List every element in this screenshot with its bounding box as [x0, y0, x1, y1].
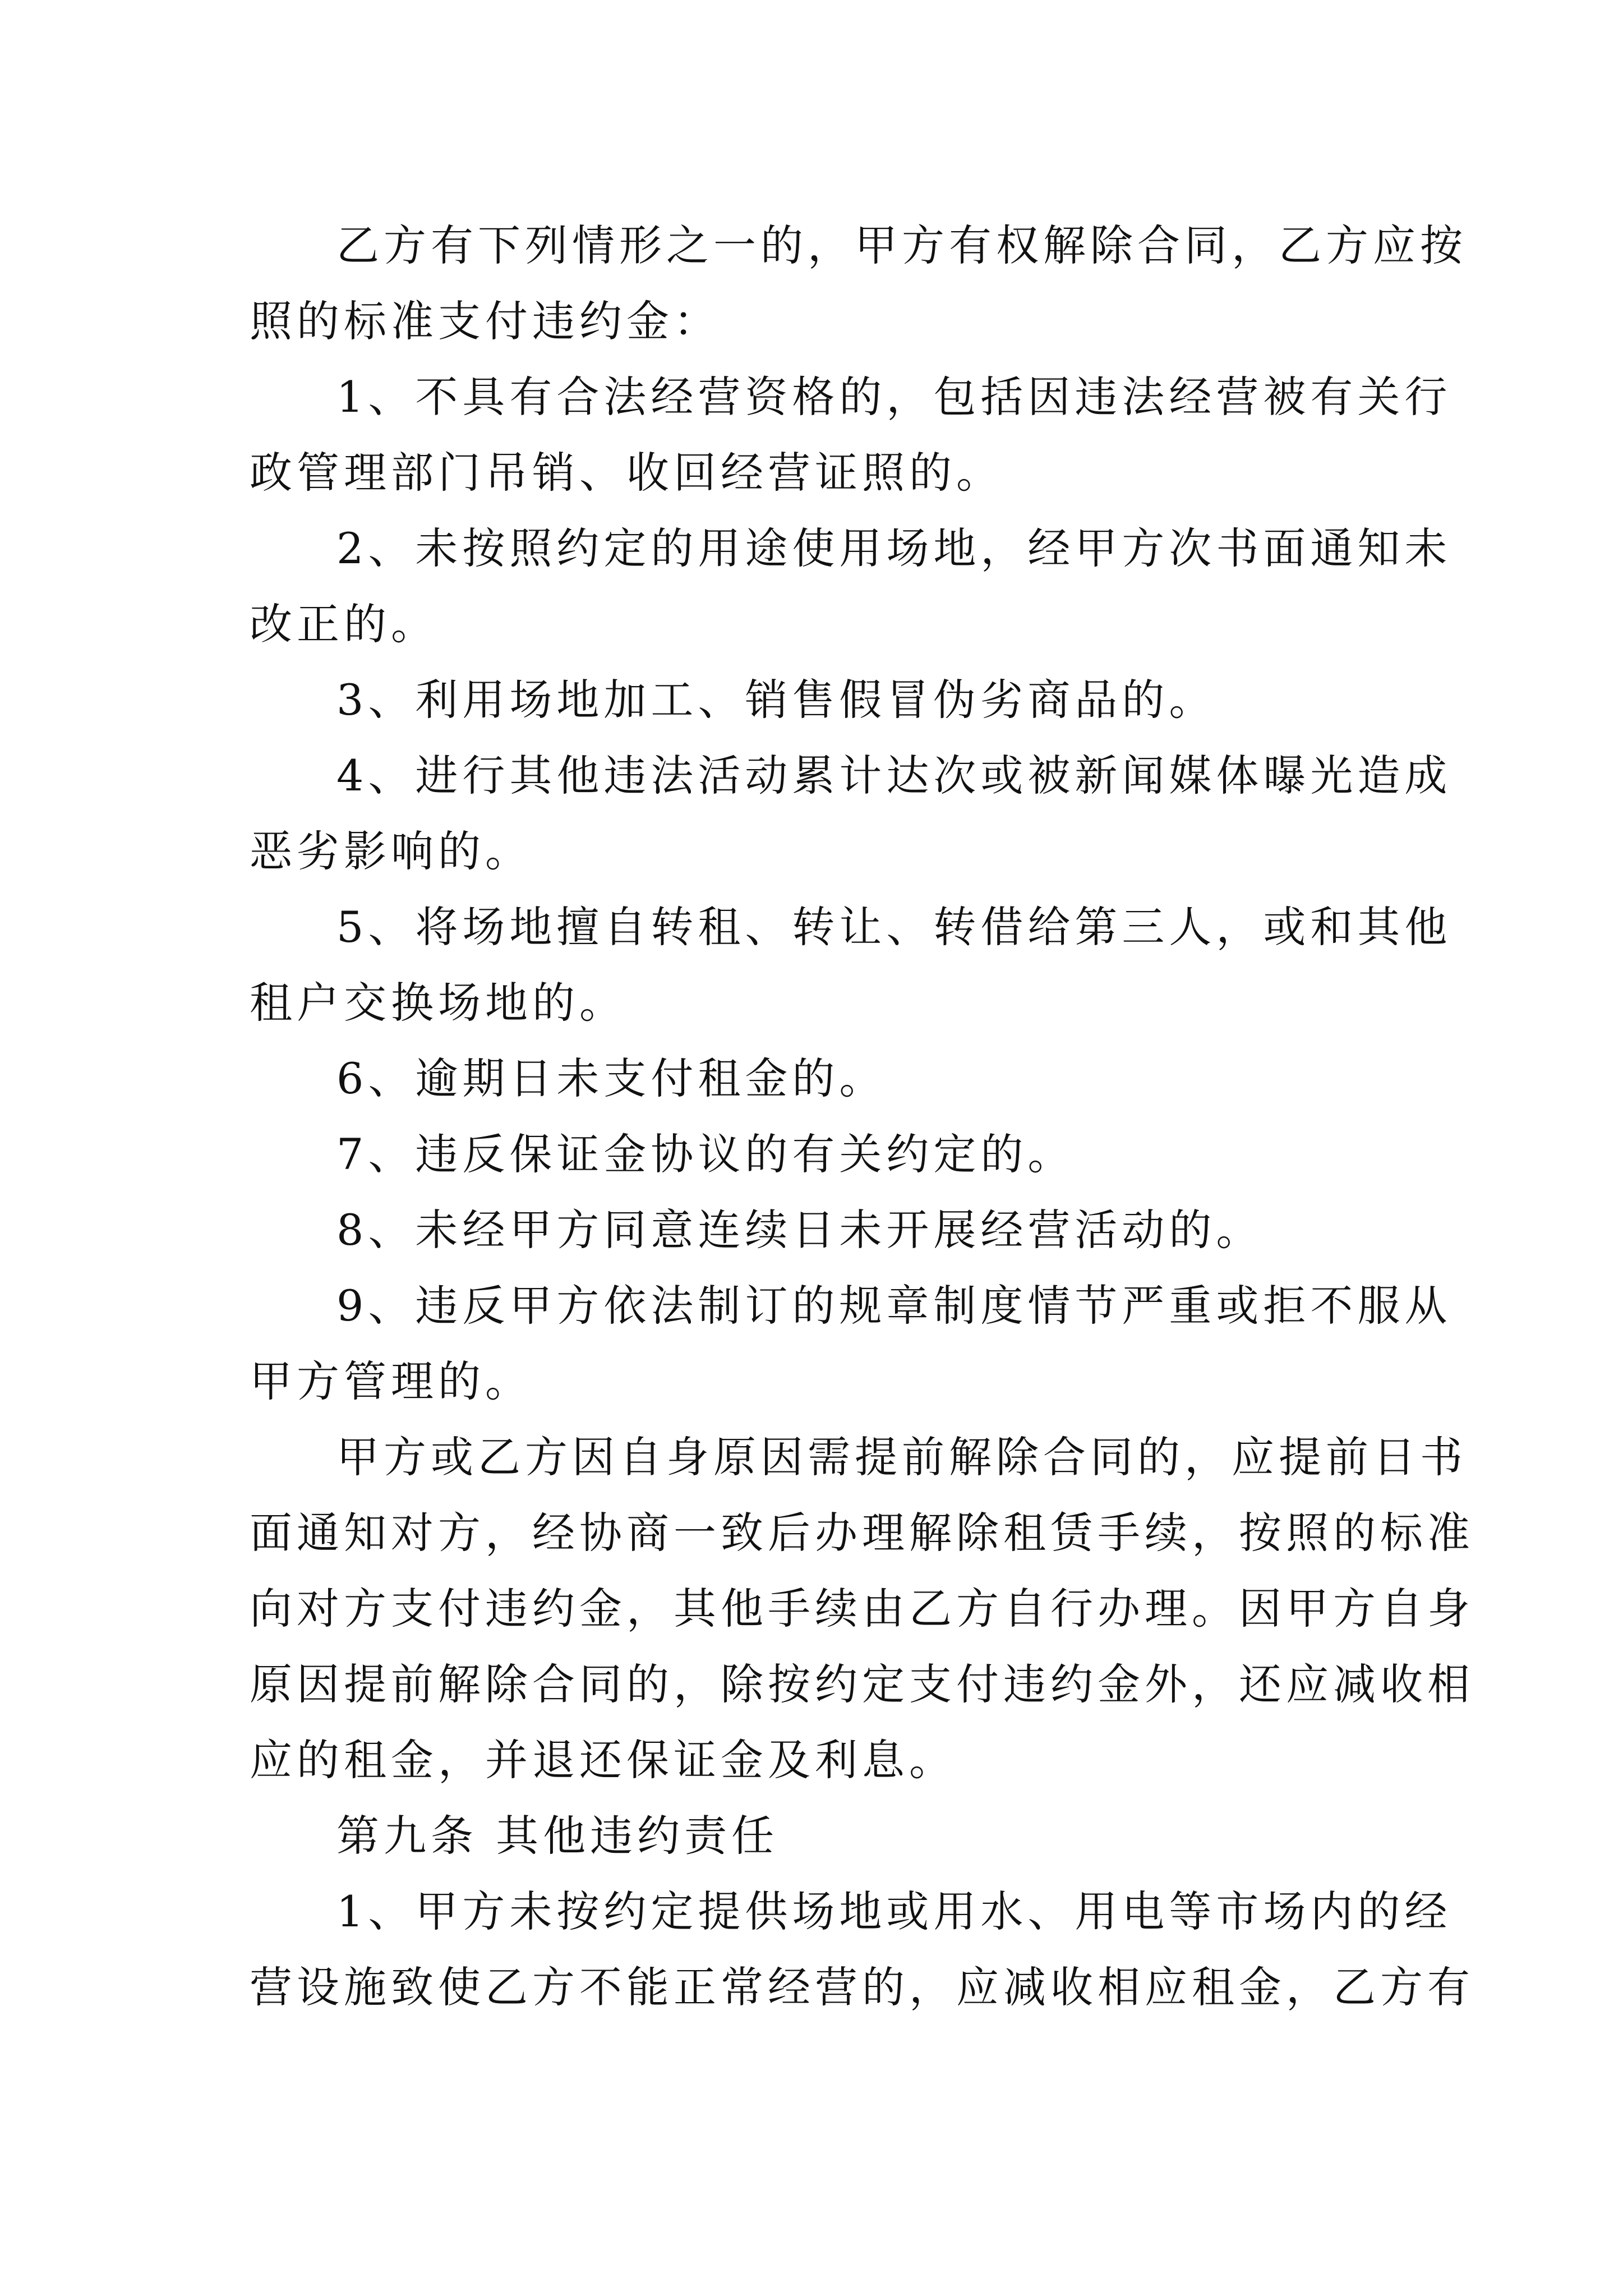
paragraph-line: 改正的。: [250, 599, 438, 649]
article-heading: 第九条 其他违约责任: [336, 1811, 779, 1861]
paragraph-line: 甲方管理的。: [250, 1356, 532, 1406]
paragraph-line: 3、利用场地加工、销售假冒伪劣商品的。: [336, 675, 1216, 725]
paragraph-line: 向对方支付违约金，其他手续由乙方自行办理。因甲方自身: [250, 1584, 1474, 1634]
paragraph-line: 原因提前解除合同的，除按约定支付违约金外，还应减收相: [250, 1659, 1474, 1709]
paragraph-line: 9、违反甲方依法制订的规章制度情节严重或拒不服从: [336, 1281, 1452, 1331]
paragraph-line: 5、将场地擅自转租、转让、转借给第三人，或和其他: [336, 902, 1452, 952]
paragraph-line: 政管理部门吊销、收回经营证照的。: [250, 448, 1003, 498]
paragraph-line: 照的标准支付违约金：: [250, 296, 721, 346]
paragraph-line: 乙方有下列情形之一的，甲方有权解除合同，乙方应按: [336, 220, 1467, 270]
paragraph-line: 1、不具有合法经营资格的，包括因违法经营被有关行: [336, 372, 1452, 422]
paragraph-line: 1、甲方未按约定提供场地或用水、用电等市场内的经: [336, 1887, 1452, 1936]
paragraph-line: 8、未经甲方同意连续日未开展经营活动的。: [336, 1205, 1264, 1255]
paragraph-line: 应的租金，并退还保证金及利息。: [250, 1735, 956, 1785]
paragraph-line: 租户交换场地的。: [250, 978, 626, 1028]
paragraph-line: 6、逾期日未支付租金的。: [336, 1053, 887, 1103]
paragraph-line: 2、未按照约定的用途使用场地，经甲方次书面通知未: [336, 523, 1452, 573]
paragraph-line: 7、违反保证金协议的有关约定的。: [336, 1129, 1075, 1179]
paragraph-line: 面通知对方，经协商一致后办理解除租赁手续，按照的标准: [250, 1508, 1474, 1558]
paragraph-line: 营设施致使乙方不能正常经营的，应减收相应租金，乙方有: [250, 1962, 1474, 2012]
paragraph-line: 恶劣影响的。: [250, 826, 532, 876]
paragraph-line: 4、进行其他违法活动累计达次或被新闻媒体曝光造成: [336, 751, 1452, 800]
paragraph-line: 甲方或乙方因自身原因需提前解除合同的，应提前日书: [336, 1432, 1467, 1482]
